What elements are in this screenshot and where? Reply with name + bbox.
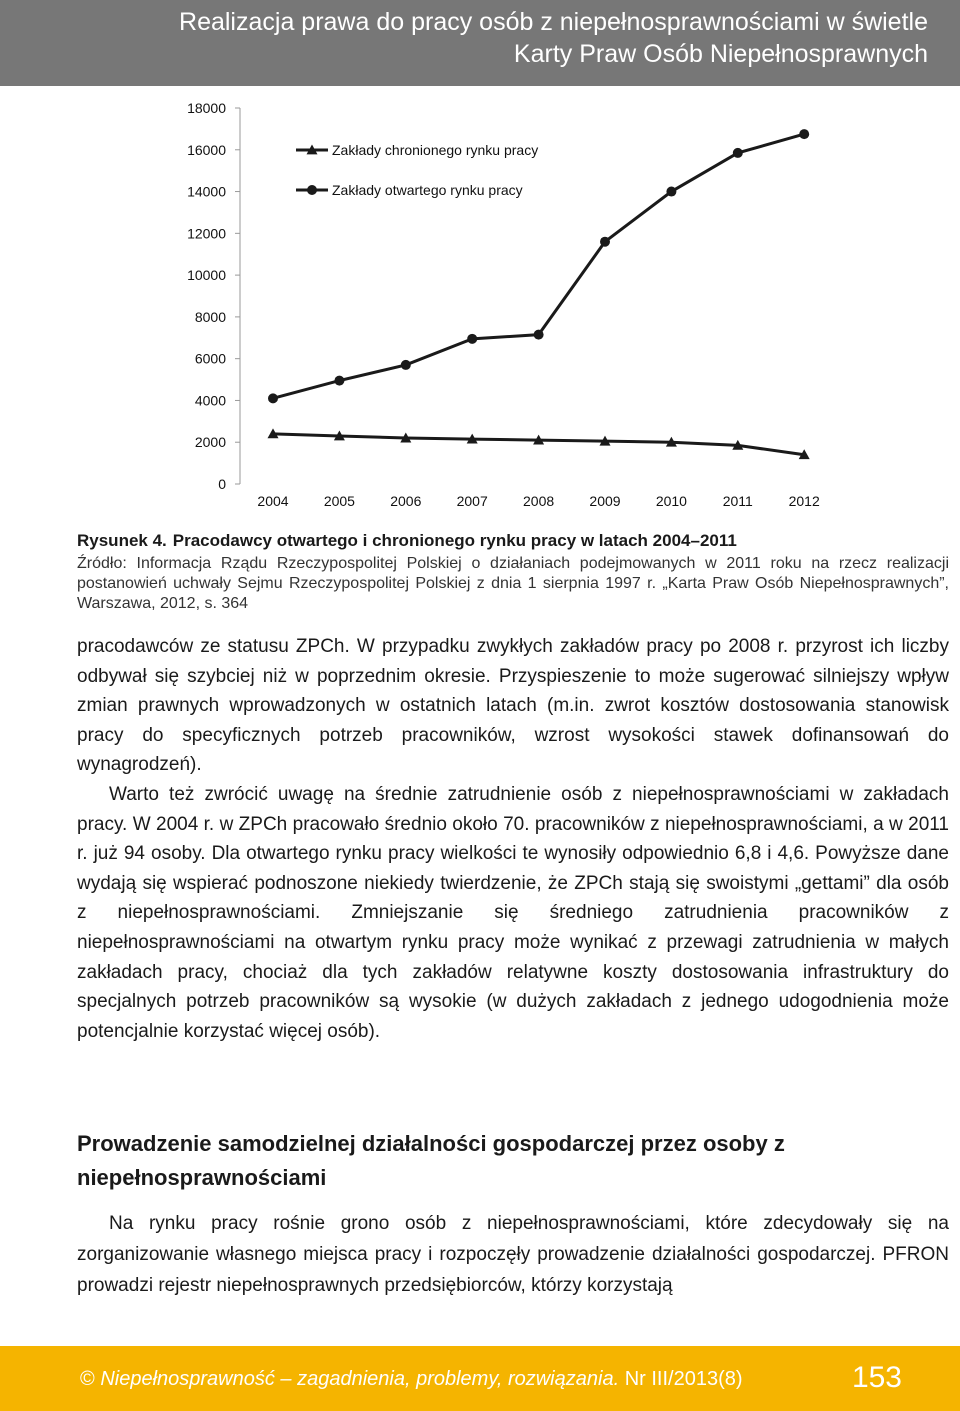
data-point-circle [733,148,743,158]
x-tick-label: 2012 [788,493,820,509]
y-tick-label: 6000 [194,350,226,367]
x-tick-label: 2009 [589,493,621,509]
data-point-circle [666,187,676,197]
chart-svg [176,92,856,522]
running-title [179,6,928,70]
figure-title-text: Pracodawcy otwartego i chronionego rynku pracy w latach 2004–2011 [172,531,737,550]
page-footer [0,1346,960,1411]
figure-source: Źródło: Informacja Rządu Rzeczypospolitej Polskiej o działaniach podejmowanych w 2011 roku na rzecz realizacji postanowień uchwały Sejmu Rzeczypospolitej Polskiej z dnia 1 sierpnia 1997 r. „Karta Praw Osób Niepełnosprawnych”, Warszawa, 2012, s. 364 [77,555,949,612]
series-line-circle [273,134,804,398]
data-point-circle [600,237,610,247]
x-tick-label: 2006 [390,493,422,509]
x-tick-label: 2004 [257,493,289,509]
legend-label: Zakłady chronionego rynku pracy [332,142,539,158]
x-tick-label: 2005 [323,493,355,509]
employers-line-chart [176,92,856,522]
main-text [77,632,949,1046]
data-point-circle [334,376,344,386]
y-tick-label: 0 [218,476,226,492]
y-tick-label: 12000 [187,225,226,242]
data-point-circle [268,393,278,403]
running-title-line-2: Karty Praw Osób Niepełnosprawnych [513,40,928,68]
x-tick-label: 2008 [523,493,555,509]
data-point-circle [534,330,544,340]
issue-number: Nr III/2013(8) [624,1368,743,1390]
data-point-circle [467,334,477,344]
y-tick-label: 4000 [194,392,226,409]
page-number: 153 [851,1361,902,1394]
section-heading: Prowadzenie samodzielnej działalności gospodarczej przez osoby z niepełnosprawnościami [77,1131,785,1190]
publication-info [80,1366,743,1392]
legend-marker-circle [307,185,317,195]
figure-title [77,528,949,554]
y-tick-label: 8000 [194,308,226,325]
section-text [77,1208,949,1301]
data-point-circle [401,360,411,370]
y-tick-label: 16000 [187,141,226,158]
magazine-title: Niepełnosprawność – zagadnienia, problemy, rozwiązania. [100,1368,620,1390]
figure-caption [77,528,949,614]
page-header [0,0,960,86]
legend-label: Zakłady otwartego rynku pracy [332,182,523,198]
copyright-symbol: © [80,1368,95,1390]
paragraph-1: pracodawców ze statusu ZPCh. W przypadku zwykłych zakładów pracy po 2008 r. przyrost ich liczby odbywał się szybciej niż w poprzednim okresie. Przyspieszenie to może sugerować silniejszy wpływ zmian prawnych wprowadzonych w ostatnich latach (m.in. zwrot kosztów dostosowania stanowisk pracy do specyficznych potrzeb pracowników, wzrost wysokości stawek dofinansowań do wynagrodzeń). [77,636,949,776]
y-tick-label: 14000 [187,183,226,200]
figure-label: Rysunek 4. [77,531,167,550]
y-tick-label: 2000 [194,434,226,451]
y-tick-label: 18000 [187,100,226,116]
data-point-circle [799,129,809,139]
paragraph-2: Warto też zwrócić uwagę na średnie zatrudnienie osób z niepełnosprawnościami w zakładach pracy. W 2004 r. w ZPCh pracowało średnio około 70. pracowników z niepełnosprawnościami, a w 2011 r. już 94 osoby. Dla otwartego rynku pracy wielkości te wynosiły odpowiednio 6,8 i 4,6. Powyższe dane wydają się wspierać podnoszone niekiedy twierdzenie, że ZPCh stają się swoistymi „gettami” dla osób z niepełnosprawnościami. Zmniejszanie się średniego zatrudnienia pracowników z niepełnosprawnościami na otwartym rynku pracy może wynikać z przewagi zatrudnienia w małych zakładach pracy, chociaż dla tych zakładów relatywne koszty dostosowania infrastruktury do specjalnych potrzeb pracowników są wysokie (w dużych zakładach z jednego udogodnienia może potencjalnie korzystać więcej osób). [77,783,949,1042]
x-tick-label: 2007 [456,493,488,509]
running-title-line-1: Realizacja prawa do pracy osób z niepełnosprawnościami w świetle [179,8,928,36]
x-tick-label: 2010 [655,493,687,509]
x-tick-label: 2011 [722,493,753,509]
section-paragraph-1: Na rynku pracy rośnie grono osób z niepełnosprawnościami, które zdecydowały się na zorganizowanie własnego miejsca pracy i rozpoczęły prowadzenie działalności gospodarczej. PFRON prowadzi rejestr niepełnosprawnych przedsiębiorców, którzy korzystają [77,1213,949,1296]
y-tick-label: 10000 [187,267,226,284]
